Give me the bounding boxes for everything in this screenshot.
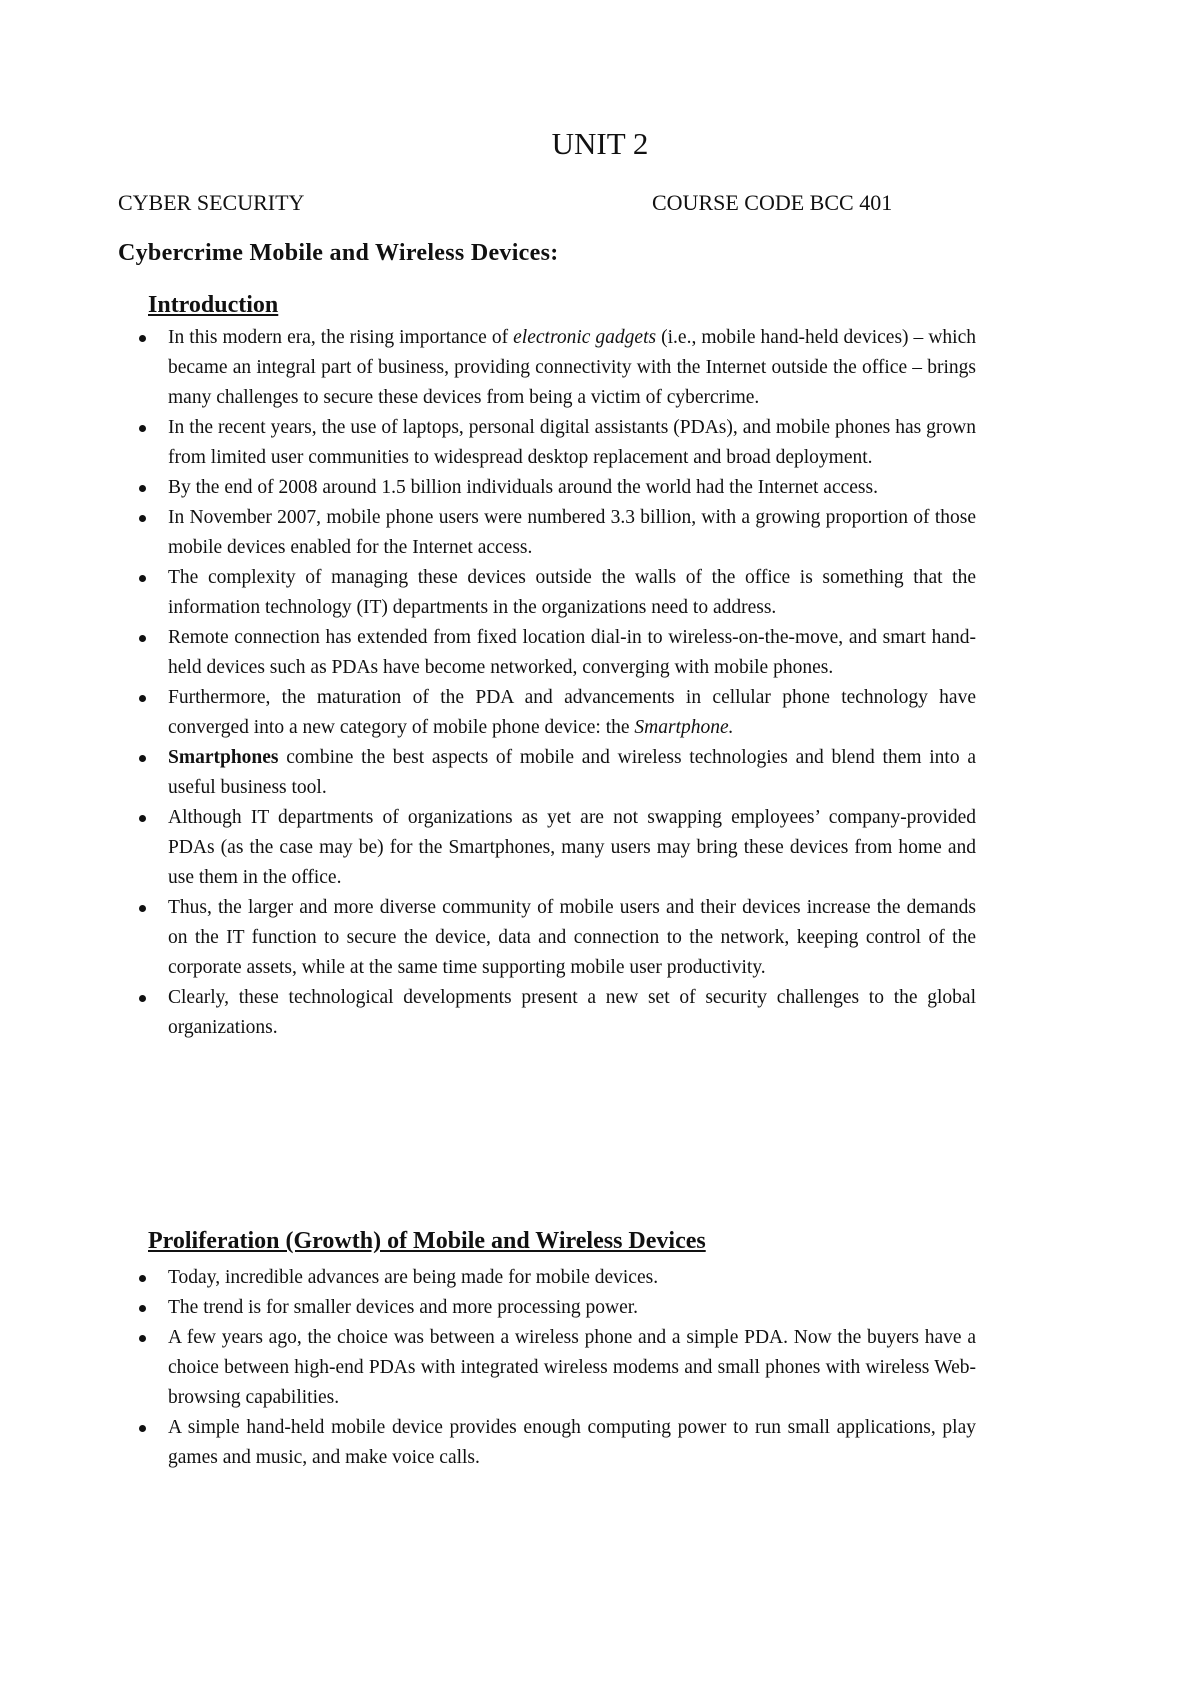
- proliferation-list: [168, 1263, 976, 1473]
- italic-text: electronic gadgets: [513, 327, 657, 348]
- text-segment: By the end of 2008 around 1.5 billion individuals around the world had the Internet access.: [168, 477, 878, 498]
- text-segment: The trend is for smaller devices and more processing power.: [168, 1297, 639, 1318]
- text-segment: Remote connection has extended from fixed location dial-in to wireless-on-the-move, and smart hand-held devices such as PDAs have become networked, converging with mobile phones.: [168, 627, 976, 678]
- text-segment: In this modern era, the rising importance of: [168, 327, 514, 348]
- bullet-item: [168, 323, 976, 413]
- course-code: COURSE CODE BCC 401: [652, 190, 893, 215]
- italic-text: Smartphone.: [634, 717, 734, 738]
- bullet-item: [168, 1293, 976, 1323]
- bullet-item: [168, 473, 976, 503]
- bullet-item: [168, 1413, 976, 1473]
- text-segment: In November 2007, mobile phone users were numbered 3.3 billion, with a growing proportion of those mobile devices enabled for the Internet access.: [168, 507, 976, 558]
- text-segment: Today, incredible advances are being made for mobile devices.: [168, 1267, 659, 1288]
- unit-title: UNIT 2: [551, 126, 649, 161]
- text-segment: combine the best aspects of mobile and wireless technologies and blend them into a useful business tool.: [168, 747, 976, 798]
- text-segment: Clearly, these technological developments present a new set of security challenges to the global organizations.: [168, 987, 976, 1038]
- subject-label: CYBER SECURITY: [118, 190, 305, 215]
- text-segment: Thus, the larger and more diverse community of mobile users and their devices increase the demands on the IT function to secure the device, data and connection to the network, keeping control of the corporate assets, while at the same time supporting mobile user productivity.: [168, 897, 976, 978]
- text-segment: The complexity of managing these devices outside the walls of the office is something that the information technology (IT) departments in the organizations need to address.: [168, 567, 976, 618]
- bullet-item: [168, 563, 976, 623]
- bullet-item: [168, 1323, 976, 1413]
- text-segment: (i.e., mobile hand-held devices) – which became an integral part of business, providing connectivity with the Internet outside the office – brings many challenges to secure these devices from being a victim of cybercrime.: [168, 327, 976, 408]
- main-heading: Cybercrime Mobile and Wireless Devices:: [118, 240, 559, 266]
- bullet-item: [168, 413, 976, 473]
- text-segment: Although IT departments of organizations as yet are not swapping employees’ company-provided PDAs (as the case may be) for the Smartphones, many users may bring these devices from home and use them in the office.: [168, 807, 976, 888]
- bold-text: Smartphones: [168, 747, 279, 768]
- bullet-item: [168, 743, 976, 803]
- introduction-heading: Introduction: [148, 292, 279, 318]
- text-segment: A few years ago, the choice was between a wireless phone and a simple PDA. Now the buyers have a choice between high-end PDAs with integrated wireless modems and small phones with wireless Web-browsing capabilities.: [168, 1327, 976, 1408]
- proliferation-heading: Proliferation (Growth) of Mobile and Wireless Devices: [148, 1228, 706, 1254]
- bullet-item: [168, 683, 976, 743]
- bullet-item: [168, 623, 976, 683]
- text-segment: Furthermore, the maturation of the PDA and advancements in cellular phone technology have converged into a new category of mobile phone device: the: [168, 687, 976, 738]
- bullet-item: [168, 1263, 976, 1293]
- bullet-item: [168, 893, 976, 983]
- bullet-item: [168, 503, 976, 563]
- bullet-item: [168, 803, 976, 893]
- introduction-list: [168, 323, 976, 1043]
- text-segment: In the recent years, the use of laptops, personal digital assistants (PDAs), and mobile phones has grown from limited user communities to widespread desktop replacement and broad deployment.: [168, 417, 976, 468]
- bullet-item: [168, 983, 976, 1043]
- text-segment: A simple hand-held mobile device provides enough computing power to run small applications, play games and music, and make voice calls.: [168, 1417, 976, 1468]
